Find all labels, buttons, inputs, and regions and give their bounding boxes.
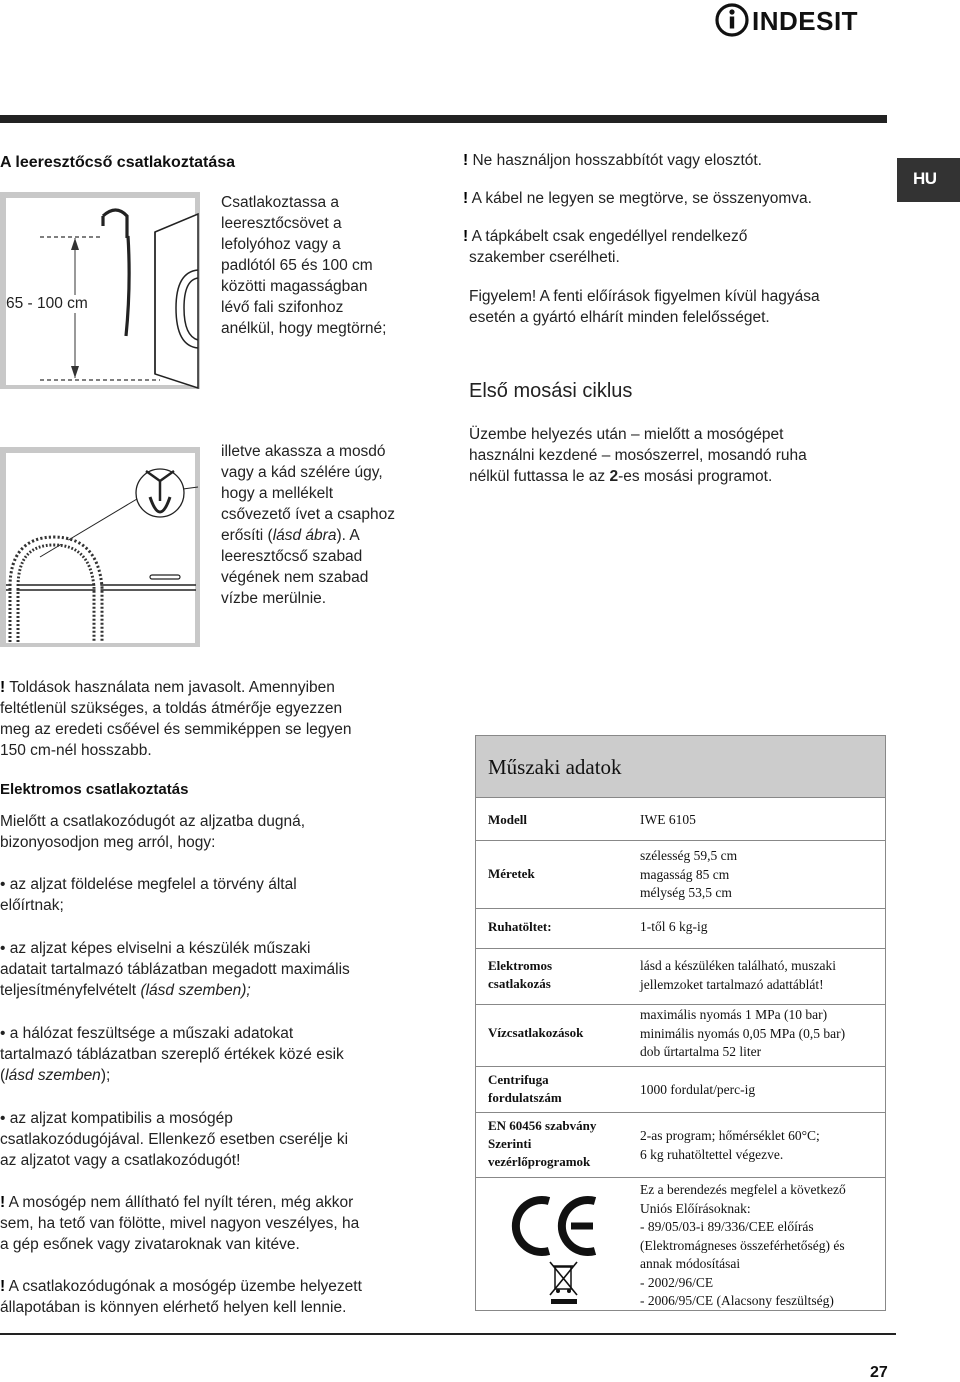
drain-hose-figure-2 — [0, 447, 200, 647]
spec-label: EN 60456 szabvány Szerinti vezérlőprogramok — [488, 1118, 597, 1169]
text-line: csatlakozódugójával. Ellenkező esetben cserélje ki — [0, 1131, 349, 1148]
exclamation-icon: ! — [463, 152, 469, 169]
electrical-text — [0, 811, 430, 1318]
exclamation-icon: ! — [463, 228, 469, 245]
text-line: ! A mosógép nem állítható fel nyílt téren, még akkor — [0, 1194, 354, 1211]
spec-row-water — [475, 1004, 886, 1067]
header-rule — [0, 115, 887, 123]
text-line: ! Toldások használata nem javasolt. Amennyiben — [0, 679, 335, 696]
bullet-compatibility — [0, 1108, 430, 1171]
spec-value: 1000 fordulat/perc-ig — [640, 1082, 756, 1097]
exclamation-icon: ! — [0, 1194, 6, 1211]
spec-row-dimensions — [475, 840, 886, 909]
spec-label: Centrifuga fordulatszám — [488, 1072, 562, 1105]
first-cycle-text — [469, 424, 889, 487]
spec-row-compliance — [475, 1177, 886, 1311]
exclamation-icon: ! — [0, 1278, 6, 1295]
language-badge — [897, 158, 960, 202]
text-line: Mielőtt a csatlakozódugót az aljzatba dugná, — [0, 813, 306, 830]
bullet-grounding — [0, 874, 430, 916]
spec-row-load — [475, 908, 886, 949]
spec-value: 2-as program; hőmérséklet 60°C; 6 kg ruhatöltettel végezve. — [640, 1128, 820, 1162]
spec-value: lásd a készüléken található, muszaki jellemzoket tartalmazó adattáblát! — [640, 958, 837, 992]
drain-hose-text-2 — [221, 441, 461, 609]
text-line: teljesítményfelvételt (lásd szemben); — [0, 982, 251, 999]
spec-label: Modell — [488, 812, 527, 827]
exclamation-icon: ! — [0, 679, 6, 696]
text-line: illetve akassza a mosdó — [221, 443, 386, 460]
spec-value: szélesség 59,5 cm magasság 85 cm mélység 53,5 cm — [640, 848, 738, 900]
text-line: leeresztőcső szabad — [221, 548, 363, 565]
warning-extension: ! Ne használjon hosszabbítót vagy elosztót. — [463, 152, 762, 169]
spec-label: Vízcsatlakozások — [488, 1025, 584, 1040]
text-line: vagy a kád szélére úgy, — [221, 464, 383, 481]
warning-replace: ! A tápkábelt csak engedéllyel rendelkező — [463, 228, 748, 245]
warning-plug-access — [0, 1276, 430, 1318]
text-line: Üzembe helyezés után – mielőtt a mosógépet — [469, 426, 784, 443]
warnings-block — [463, 150, 893, 328]
text-line: • az aljzat képes elviselni a készülék műszaki — [0, 940, 311, 957]
text-line: erősíti (lásd ábra). A — [221, 527, 360, 544]
height-range-label: 65 - 100 cm — [6, 295, 88, 312]
spec-value: 1-től 6 kg-ig — [640, 919, 708, 934]
extension-note — [0, 677, 420, 761]
bullet-power — [0, 938, 430, 1001]
drain-hose-heading: A leeresztőcső csatlakoztatása — [0, 154, 236, 171]
spec-value: IWE 6105 — [640, 812, 696, 827]
spec-row-standard — [475, 1112, 886, 1178]
footer-rule — [0, 1333, 896, 1335]
text-line: • a hálózat feszültsége a műszaki adatokat — [0, 1025, 294, 1042]
text-line: nélkül futtassa le az 2-es mosási programot. — [469, 468, 773, 485]
sink-hose-hook-illustration — [0, 447, 200, 647]
text-line: vízbe merülnie. — [221, 590, 327, 607]
brand-wordmark: INDESIT — [752, 6, 859, 36]
text-line: esetén a gyártó elhárít minden felelősséget. — [469, 309, 770, 326]
drain-wall-siphon-illustration — [0, 192, 200, 389]
text-line: közötti magasságban — [221, 278, 368, 295]
text-line: bizonyosodjon meg arról, hogy: — [0, 834, 216, 851]
text-line: anélkül, hogy megtörné; — [221, 320, 387, 337]
electrical-heading: Elektromos csatlakoztatás — [0, 781, 189, 798]
text-line: állapotában is könnyen elérhető helyen kell lennie. — [0, 1299, 347, 1316]
spec-label: Elektromos csatlakozás — [488, 958, 553, 991]
text-line: előírtnak; — [0, 897, 64, 914]
text-line: padlótól 65 és 100 cm — [221, 257, 373, 274]
warning-cable: ! A kábel ne legyen se megtörve, se összenyomva. — [463, 190, 812, 207]
text-line: lévő fali szifonhoz — [221, 299, 344, 316]
spec-value: Ez a berendezés megfelel a következő Uniós Előírásoknak: - 89/05/03-i 89/336/CEE előírás (Elektromágneses összeférhetőség) és annak módosításai - 2002/96/CE - 2006/95/CE (Alacsony feszültség) — [640, 1182, 846, 1308]
text-line: • az aljzat kompatibilis a mosógép — [0, 1110, 233, 1127]
spec-table-header — [476, 736, 885, 798]
text-line: szakember cserélheti. — [469, 249, 620, 266]
spec-label: Méretek — [488, 866, 535, 881]
text-line: a gép esőnek vagy zivataroknak van kitéve. — [0, 1236, 300, 1253]
text-line: adatait tartalmazó táblázatban megadott maximális — [0, 961, 350, 978]
text-line: 150 cm-nél hosszabb. — [0, 742, 152, 759]
text-line: • az aljzat földelése megfelel a törvény által — [0, 876, 297, 893]
text-line: Csatlakoztassa a — [221, 194, 340, 211]
text-line: sem, ha tető van fölötte, mivel nagyon veszélyes, ha — [0, 1215, 360, 1232]
language-badge-label: HU — [913, 169, 937, 188]
spec-row-spin — [475, 1066, 886, 1113]
text-line: csővezető ívet a csaphoz — [221, 506, 396, 523]
text-line: lefolyóhoz vagy a — [221, 236, 341, 253]
text-line: ! A csatlakozódugónak a mosógép üzembe helyezett — [0, 1278, 362, 1295]
exclamation-icon: ! — [463, 190, 469, 207]
drain-hose-figure-1 — [0, 192, 200, 389]
bullet-voltage — [0, 1023, 430, 1086]
text-line: végének nem szabad — [221, 569, 369, 586]
crossed-bin-icon — [547, 1259, 581, 1305]
text-line: hogy a mellékelt — [221, 485, 334, 502]
first-cycle-heading: Első mosási ciklus — [469, 380, 633, 402]
text-line: az aljzatot vagy a csatlakozódugót! — [0, 1152, 241, 1169]
spec-table-title: Műszaki adatok — [488, 755, 622, 779]
brand-logo — [712, 2, 892, 42]
spec-label: Ruhatöltet: — [488, 919, 552, 934]
weee-bin-icon — [547, 1259, 581, 1305]
text-line: meg az eredeti csőével és semmiképpen se legyen — [0, 721, 352, 738]
warning-outdoor — [0, 1192, 430, 1255]
text-line: Figyelem! A fenti előírások figyelmen kívül hagyása — [469, 288, 820, 305]
page-number: 27 — [870, 1364, 888, 1381]
spec-row-electrical — [475, 948, 886, 1005]
spec-value: maximális nyomás 1 MPa (10 bar) minimális nyomás 0,05 MPa (0,5 bar) dob űrtartalma 52 liter — [640, 1007, 846, 1059]
text-line: tartalmazó táblázatban szereplő értékek közé esik — [0, 1046, 344, 1063]
spec-row-model — [475, 797, 886, 841]
text-line: használni kezdené – mosószerrel, mosandó ruha — [469, 447, 807, 464]
text-line: feltétlenül szükséges, a toldás átmérője egyezzen — [0, 700, 343, 717]
drain-hose-text-1 — [221, 192, 461, 339]
text-line: leeresztőcsövet a — [221, 215, 342, 232]
text-line: (lásd szemben); — [0, 1067, 111, 1084]
